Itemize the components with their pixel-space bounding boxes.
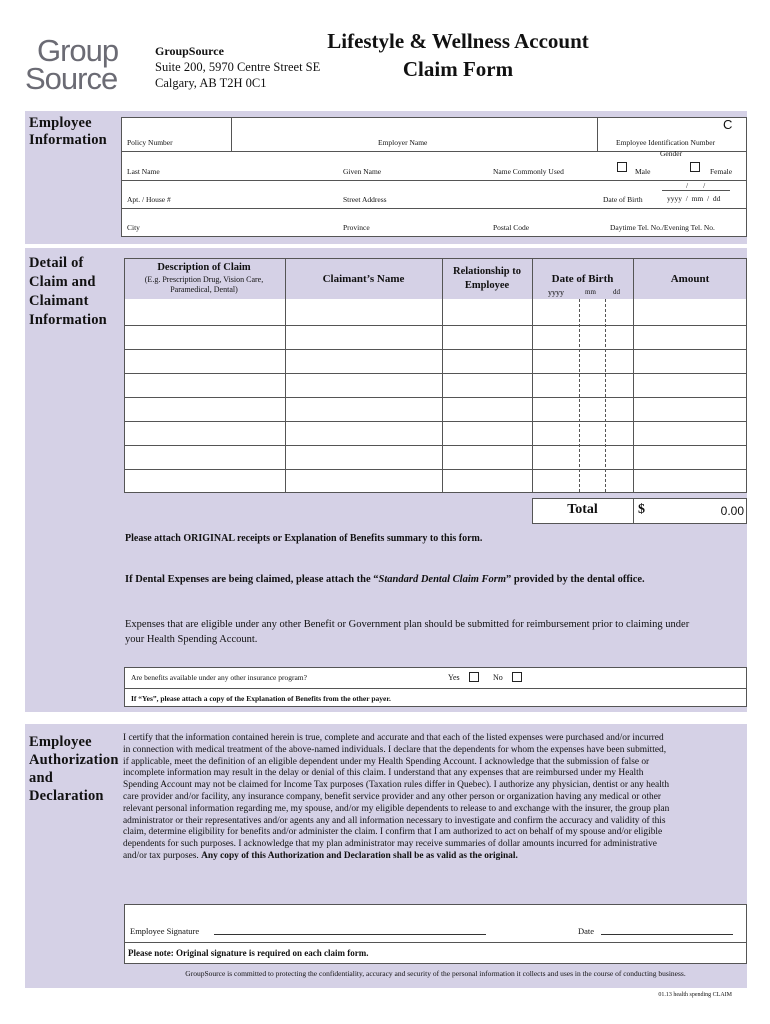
gender-label: Gender (660, 149, 683, 158)
total-currency: $ (638, 502, 645, 517)
female-checkbox[interactable] (690, 162, 700, 172)
province-label: Province (343, 223, 370, 232)
form-title-1: Lifestyle & Wellness Account (327, 29, 589, 53)
phone-label: Daytime Tel. No./Evening Tel. No. (610, 223, 715, 232)
no-label: No (493, 673, 503, 682)
city-label: City (127, 223, 140, 232)
male-checkbox[interactable] (617, 162, 627, 172)
company-name: GroupSource (155, 44, 224, 58)
attach-original-note: Please attach ORIGINAL receipts or Explanation of Benefits summary to this form. (125, 533, 483, 544)
declaration-line: relevant personal information regarding me, my spouse, and/or my eligible dependents to release to and exchange with the insurer, the group plan (123, 803, 670, 814)
company-address-2: Calgary, AB T2H 0C1 (155, 76, 267, 90)
col-description-sub-2: Paramedical, Dental) (170, 285, 238, 294)
claim-detail-title-1: Detail of (29, 255, 84, 271)
col-dob-mm: mm (585, 288, 596, 296)
date-label: Date (578, 926, 595, 936)
col-relationship-1: Relationship to (453, 266, 521, 277)
col-claimant-name: Claimant’s Name (322, 273, 405, 285)
employee-signature-line[interactable] (214, 934, 486, 935)
other-plan-note-2: your Health Spending Account. (125, 634, 258, 645)
policy-number-label: Policy Number (127, 138, 173, 147)
employee-info-grid (121, 117, 747, 237)
declaration-line: administrator or their representatives and/or agents any and all information necessary to investigate and confirm the accuracy and validity of this (123, 815, 666, 826)
claim-table-body (124, 299, 747, 493)
dental-note-post: ” provided by the dental office. (506, 574, 645, 585)
total-label: Total (567, 502, 598, 517)
declaration-line: claim, determine eligibility for benefits and/or administer the claim. I confirm that I am authorized to act on behalf of my spouse and/or eligible (123, 827, 663, 838)
date-line[interactable] (601, 934, 733, 935)
authorization-title-3: and (29, 770, 53, 786)
employee-signature-label: Employee Signature (130, 926, 200, 936)
claim-detail-title-2: Claim and (29, 274, 96, 290)
col-dob-dd: dd (613, 288, 620, 296)
yes-label: Yes (448, 673, 460, 682)
total-amount[interactable]: 0.00 (720, 504, 744, 518)
claim-detail-title-4: Information (29, 312, 107, 328)
given-name-label: Given Name (343, 167, 382, 176)
declaration-line: care provider and/or facility, any insurance company, benefit service provider and any other person or organization having any medical or other (123, 791, 661, 802)
dob-label: Date of Birth (603, 195, 643, 204)
logo (25, 33, 143, 100)
male-label: Male (635, 167, 651, 176)
col-description-title: Description of Claim (157, 262, 251, 273)
authorization-title-2: Authorization (29, 752, 119, 768)
name-commonly-used-label: Name Commonly Used (493, 167, 564, 176)
col-amount: Amount (670, 273, 710, 285)
col-description-sub-1: (E.g. Prescription Drug, Vision Care, (144, 275, 264, 284)
declaration-last-line (123, 851, 743, 863)
if-yes-note: If “Yes”, please attach a copy of the Explanation of Benefits from the other payer. (131, 694, 391, 703)
postal-code-label: Postal Code (493, 223, 530, 232)
declaration-last-bold: Any copy of this Authorization and Declaration shall be as valid as the original. (201, 850, 518, 861)
last-name-label: Last Name (127, 167, 160, 176)
dob-format: yyyy / mm / dd (667, 194, 721, 203)
employee-id-label: Employee Identification Number (616, 138, 716, 147)
dental-note (125, 574, 645, 585)
authorization-title-4: Declaration (29, 788, 104, 804)
corner-mark: C (723, 117, 733, 132)
employer-name-label: Employer Name (378, 138, 428, 147)
logo-source-text: Source (25, 61, 118, 96)
dob-slashes: / / (686, 181, 706, 190)
declaration-line: Spending Account may not be claimed for Income Tax purposes (Taxation rules differ in Quebec). I authorize any physician, dentist or any health (123, 780, 670, 791)
form-code: 01.13 health spending CLAIM (658, 992, 732, 998)
apt-label: Apt. / House # (127, 195, 171, 204)
other-insurance-question: Are benefits available under any other insurance program? (131, 673, 307, 682)
col-relationship-2: Employee (464, 280, 510, 291)
please-note: Please note: Original signature is required on each claim form. (128, 948, 369, 958)
logo-group-text: Group (37, 33, 119, 68)
dental-form-name: Standard Dental Claim Form (378, 574, 507, 585)
dental-note-pre: If Dental Expenses are being claimed, please attach the “ (125, 574, 379, 585)
privacy-statement: GroupSource is committed to protecting the confidentiality, accuracy and security of the personal information it collects and uses in the course of conducting business. (185, 969, 686, 978)
female-label: Female (710, 167, 733, 176)
claim-detail-title-3: Claimant (29, 293, 89, 309)
no-checkbox[interactable] (512, 672, 522, 682)
declaration-line: dependents for such purposes. I acknowledge that my plan administrator may receive summaries of dollar amounts incurred for administrative (123, 839, 657, 850)
company-address-1: Suite 200, 5970 Centre Street SE (155, 60, 321, 74)
declaration-line: if applicable, meet the definition of an eligible dependent under my Health Spending Account. I acknowledge that the submission of false or (123, 756, 650, 767)
declaration-last-plain: and/or tax purposes. (123, 850, 202, 861)
declaration-text (123, 733, 743, 863)
employee-info-title-1: Employee (29, 115, 92, 131)
street-address-label: Street Address (343, 195, 387, 204)
declaration-line: I certify that the information contained herein is true, complete and accurate and that each of the listed expenses were purchased and/or incurred (123, 733, 664, 743)
yes-checkbox[interactable] (469, 672, 479, 682)
col-date-of-birth: Date of Birth (551, 273, 614, 285)
declaration-line: in connection with medical treatment of the above-named individuals. I declare that the dependents for whom the expenses have been submitted, (123, 744, 667, 755)
employee-info-title-2: Information (29, 132, 107, 148)
form-title-2: Claim Form (402, 57, 514, 81)
other-plan-note-1: Expenses that are eligible under any other Benefit or Government plan should be submitted for reimbursement prior to claiming under (125, 619, 690, 630)
authorization-title-1: Employee (29, 734, 92, 750)
col-dob-yyyy: yyyy (548, 288, 564, 297)
declaration-line: incomplete information may result in the delay or denial of this claim. I understand that any expenses that are reimbursed under my Health (123, 768, 644, 779)
